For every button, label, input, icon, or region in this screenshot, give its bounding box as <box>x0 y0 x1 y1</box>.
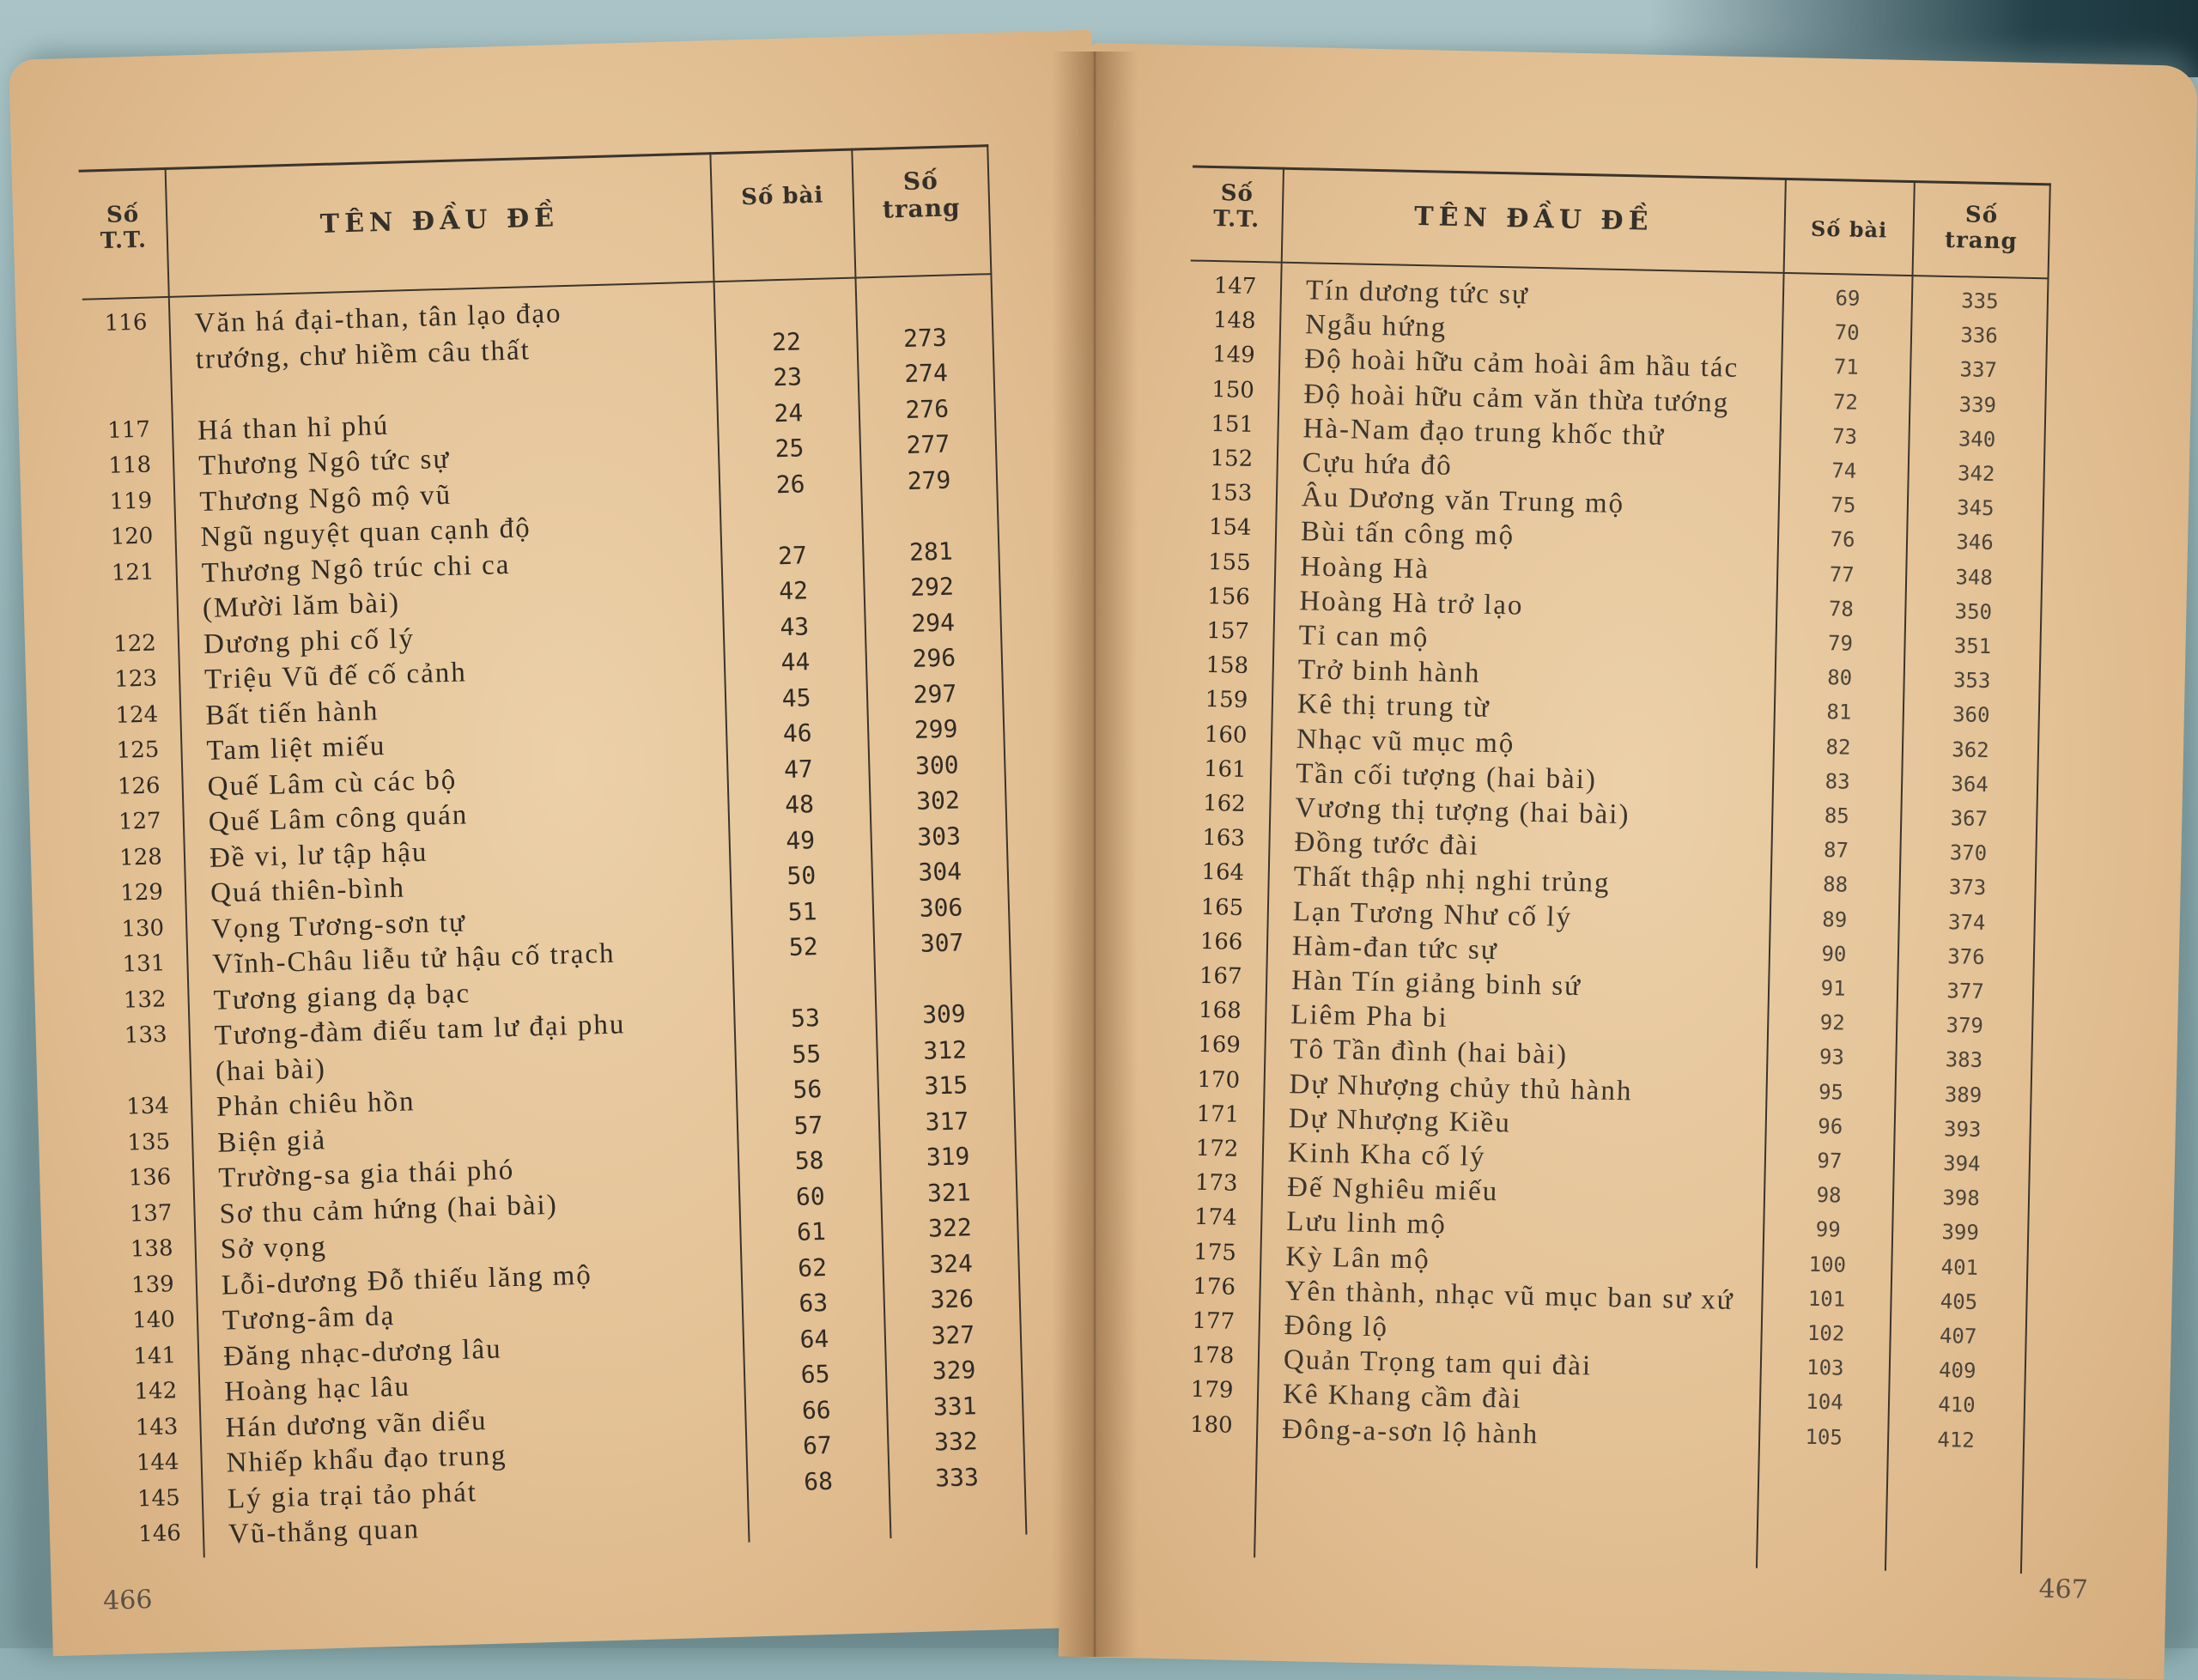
entry-poem-number: 43 <box>779 611 810 641</box>
entry-number: 146 <box>137 1520 182 1548</box>
entry-number: 122 <box>112 629 157 658</box>
entry-poem-number: 57 <box>793 1110 823 1140</box>
entry-page-number: 329 <box>932 1356 976 1386</box>
entry-page-number: 412 <box>1937 1427 1976 1453</box>
entry-title: Thương Ngô mộ vũ <box>198 479 452 518</box>
entry-poem-number: 93 <box>1819 1045 1845 1070</box>
entry-number: 147 <box>1213 273 1257 300</box>
entry-number: 121 <box>111 559 155 586</box>
entry-title: Âu Dương văn Trung mộ <box>1301 482 1625 520</box>
entry-poem-number: 95 <box>1818 1079 1844 1105</box>
entry-number: 178 <box>1191 1342 1235 1369</box>
entry-poem-number: 45 <box>781 682 811 713</box>
entry-page-number: 292 <box>909 572 955 602</box>
entry-title: Trường-sa gia thái phó <box>217 1155 515 1194</box>
entry-number: 175 <box>1193 1239 1237 1266</box>
entry-title: Hàn Tín giảng binh sứ <box>1290 965 1582 1003</box>
entry-poem-number: 104 <box>1806 1390 1843 1416</box>
entry-title: Kỳ Lân mộ <box>1285 1240 1431 1276</box>
entry-poem-number: 47 <box>783 754 814 784</box>
entry-poem-number: 77 <box>1829 561 1855 587</box>
entry-title: Bùi tấn công mộ <box>1300 516 1515 552</box>
entry-number: 119 <box>109 488 153 515</box>
entry-poem-number: 55 <box>791 1039 822 1069</box>
entry-number: 171 <box>1196 1101 1240 1128</box>
entry-title: Nhạc vũ mục mộ <box>1296 723 1515 760</box>
entry-poem-number: 26 <box>775 469 805 499</box>
entry-page-number: 401 <box>1940 1254 1979 1280</box>
entry-title: Độ hoài hữu cảm văn thừa tướng <box>1303 378 1730 419</box>
entry-page-number: 336 <box>1960 323 1999 349</box>
entry-poem-number: 48 <box>784 790 815 820</box>
page-number-right: 467 <box>2038 1574 2089 1605</box>
entry-title: Lưu linh mộ <box>1285 1206 1448 1241</box>
entry-number: 140 <box>131 1307 176 1334</box>
entry-page-number: 337 <box>1959 357 1998 383</box>
entry-number: 149 <box>1211 342 1256 369</box>
entry-page-number: 399 <box>1941 1220 1980 1246</box>
entry-poem-number: 100 <box>1808 1252 1847 1277</box>
entry-page-number: 370 <box>1949 840 1988 866</box>
entry-number: 169 <box>1197 1032 1242 1059</box>
entry-number: 143 <box>135 1413 179 1440</box>
entry-page-number: 326 <box>929 1284 975 1314</box>
entry-number: 145 <box>137 1484 181 1512</box>
entry-page-number: 348 <box>1955 564 1994 590</box>
entry-title: Hà-Nam đạo trung khốc thử <box>1302 413 1666 452</box>
entry-poem-number: 63 <box>798 1288 829 1318</box>
entry-page-number: 379 <box>1946 1013 1984 1039</box>
entry-poem-number: 76 <box>1830 527 1855 553</box>
entry-poem-number: 88 <box>1822 872 1849 898</box>
entry-number: 132 <box>123 986 167 1014</box>
entry-page-number: 389 <box>1944 1082 1982 1107</box>
entry-title: Quế Lâm cù các bộ <box>207 764 458 803</box>
entry-poem-number: 90 <box>1821 941 1847 967</box>
entry-number: 166 <box>1199 928 1243 955</box>
entry-number: 173 <box>1194 1169 1238 1198</box>
entry-number: 163 <box>1201 825 1246 852</box>
entry-poem-number: 92 <box>1819 1010 1846 1035</box>
entry-number: 180 <box>1189 1411 1233 1439</box>
entry-number: 150 <box>1211 376 1255 403</box>
entry-title: Đồng tước đài <box>1294 827 1480 862</box>
index-table-left <box>79 144 1028 1560</box>
entry-number: 120 <box>110 523 154 550</box>
entry-number: 134 <box>125 1093 170 1120</box>
entry-title: Quản Trọng tam qui đài <box>1283 1344 1593 1382</box>
entry-page-number: 374 <box>1947 909 1986 935</box>
entry-number: 174 <box>1193 1204 1237 1232</box>
entry-poem-number: 27 <box>777 540 808 570</box>
entry-poem-number: 69 <box>1835 286 1861 311</box>
entry-title: Há than hỉ phú <box>197 409 390 446</box>
entry-title: Dự Nhượng chủy thủ hành <box>1289 1068 1633 1107</box>
header-no: Số T.T. <box>100 201 148 254</box>
entry-title: Lý gia trại tảo phát <box>227 1476 478 1515</box>
entry-title: Quế Lâm công quán <box>208 799 469 838</box>
entry-title: Ngẫu hứng <box>1304 309 1448 343</box>
entry-number: 161 <box>1203 755 1247 783</box>
entry-poem-number: 50 <box>786 861 817 891</box>
entry-number: 128 <box>118 843 163 871</box>
entry-poem-number: 51 <box>787 896 817 926</box>
entry-title: Thất thập nhị nghi trủng <box>1293 861 1611 900</box>
entry-number: 165 <box>1200 894 1244 921</box>
entry-page-number: 342 <box>1957 461 1995 487</box>
entry-page-number: 346 <box>1956 530 1994 555</box>
entry-title: Độ hoài hữu cảm hoài âm hầu tác <box>1303 343 1740 385</box>
entry-number: 160 <box>1204 721 1248 749</box>
entry-title: Đề vi, lư tập hậu <box>209 836 428 874</box>
entry-poem-number: 75 <box>1831 493 1856 518</box>
entry-page-number: 304 <box>918 857 962 887</box>
entry-number: 124 <box>115 701 159 729</box>
entry-poem-number: 78 <box>1828 596 1855 622</box>
entry-page-number: 350 <box>1954 598 1993 624</box>
entry-number: 179 <box>1190 1377 1234 1404</box>
entry-title: Thương Ngô tức sự <box>197 443 451 482</box>
entry-title: Hán dương vãn diểu <box>225 1404 488 1444</box>
entry-poem-number: 52 <box>788 932 819 962</box>
header-no: Số T.T. <box>1212 180 1260 234</box>
entry-poem-number: 103 <box>1806 1355 1844 1380</box>
entry-page-number: 277 <box>906 429 950 459</box>
entry-number: 148 <box>1212 307 1256 335</box>
entry-title: Văn há đại-than, tân lạo đạo <box>194 298 563 340</box>
index-table-right <box>1163 165 2051 1574</box>
entry-poem-number: 80 <box>1826 665 1853 690</box>
entry-poem-number: 85 <box>1824 804 1850 828</box>
entry-poem-number: 87 <box>1823 838 1849 863</box>
entry-poem-number: 79 <box>1827 631 1854 656</box>
entry-page-number: 309 <box>921 999 967 1029</box>
entry-title: Sở vọng <box>220 1231 328 1265</box>
entry-number: 126 <box>117 772 161 800</box>
entry-number: 177 <box>1192 1307 1236 1335</box>
entry-page-number: 279 <box>907 465 951 495</box>
entry-poem-number: 70 <box>1834 320 1860 345</box>
entry-page-number: 273 <box>902 323 948 353</box>
entry-title: trướng, chư hiềm câu thất <box>195 334 531 375</box>
entry-title: Liêm Pha bi <box>1290 999 1448 1034</box>
entry-title: Đông-a-sơn lộ hành <box>1281 1413 1539 1450</box>
entry-number: 155 <box>1207 549 1251 576</box>
entry-number: 156 <box>1206 583 1251 610</box>
entry-page-number: 405 <box>1940 1289 1978 1314</box>
entry-poem-number: 105 <box>1805 1424 1843 1450</box>
entry-number: 135 <box>127 1128 171 1156</box>
entry-page-number: 322 <box>927 1213 973 1243</box>
entry-title: Tương-đàm điếu tam lư đại phu <box>214 1009 626 1052</box>
entry-title: Vọng Tương-sơn tự <box>210 907 467 945</box>
entry-title: Quá thiên-bình <box>209 872 406 909</box>
entry-title: Tần cối tượng (hai bài) <box>1295 757 1598 796</box>
entry-page-number: 321 <box>926 1177 971 1208</box>
entry-page-number: 297 <box>913 678 957 709</box>
entry-number: 153 <box>1209 480 1253 507</box>
entry-page-number: 312 <box>922 1034 968 1065</box>
entry-poem-number: 24 <box>774 397 804 428</box>
entry-title: Trở binh hành <box>1297 654 1481 689</box>
entry-page-number: 377 <box>1946 979 1985 1004</box>
entry-page-number: 319 <box>926 1142 970 1172</box>
page-number-left: 466 <box>102 1585 153 1616</box>
entry-poem-number: 58 <box>794 1145 824 1175</box>
entry-page-number: 345 <box>1956 495 1995 521</box>
entry-page-number: 335 <box>1960 288 1999 314</box>
entry-page-number: 303 <box>916 821 962 852</box>
entry-page-number: 317 <box>925 1106 969 1137</box>
entry-title: Tam liệt miếu <box>206 731 386 767</box>
entry-title: Sơ thu cảm hứng (hai bài) <box>219 1189 559 1230</box>
entry-poem-number: 22 <box>771 326 802 356</box>
entry-number: 151 <box>1211 410 1254 438</box>
entry-number: 131 <box>122 950 166 978</box>
entry-poem-number: 61 <box>796 1216 827 1246</box>
entry-page-number: 294 <box>910 607 956 638</box>
entry-number: 144 <box>136 1449 179 1477</box>
entry-page-number: 376 <box>1946 943 1985 969</box>
entry-number: 116 <box>104 309 148 337</box>
entry-number: 168 <box>1198 998 1242 1025</box>
entry-title: Đế Nghiêu miếu <box>1286 1172 1499 1208</box>
entry-poem-number: 68 <box>803 1466 834 1496</box>
entry-poem-number: 46 <box>782 719 813 749</box>
entry-poem-number: 62 <box>797 1252 828 1283</box>
entry-title: Đăng nhạc-dương lâu <box>222 1333 503 1373</box>
entry-number: 162 <box>1202 790 1247 817</box>
entry-title: Dương phi cố lý <box>203 622 416 660</box>
entry-title: Vĩnh-Châu liễu tử hậu cố trạch <box>212 937 616 980</box>
header-trang: Số trang <box>882 166 962 224</box>
entry-number: 152 <box>1210 445 1254 473</box>
entry-poem-number: 96 <box>1818 1113 1843 1139</box>
entry-number: 154 <box>1208 514 1252 542</box>
entry-page-number: 299 <box>914 714 958 744</box>
entry-number: 141 <box>132 1342 177 1370</box>
entry-poem-number: 101 <box>1807 1286 1846 1312</box>
entry-poem-number <box>715 290 855 294</box>
entry-poem-number: 74 <box>1831 458 1857 483</box>
entry-title: Lạn Tương Như cố lý <box>1292 895 1573 933</box>
entry-number: 133 <box>124 1022 168 1049</box>
entry-poem-number: 66 <box>801 1395 832 1425</box>
entry-page-number: 398 <box>1942 1186 1981 1211</box>
table-body-left <box>82 286 993 1550</box>
entry-page-number: 383 <box>1945 1047 1983 1073</box>
entry-page-number: 367 <box>1950 806 1989 832</box>
entry-page-number: 331 <box>932 1391 977 1422</box>
entry-title: Vũ-thắng quan <box>228 1513 421 1550</box>
entry-number: 137 <box>129 1199 173 1228</box>
entry-page-number: 332 <box>933 1427 979 1457</box>
entry-page-number: 362 <box>1952 737 1989 762</box>
entry-number: 118 <box>108 452 152 479</box>
entry-title: Lỗi-dương Đỗ thiếu lăng mộ <box>221 1259 593 1301</box>
entry-number: 142 <box>134 1378 178 1405</box>
entry-title: Cựu hứa đô <box>1302 447 1454 482</box>
entry-poem-number: 82 <box>1825 734 1851 760</box>
entry-poem-number: 81 <box>1826 700 1852 725</box>
entry-poem-number: 53 <box>790 1004 821 1033</box>
entry-poem-number: 42 <box>778 576 809 606</box>
entry-title: Hoàng Hà trở lạo <box>1299 585 1524 622</box>
entry-title: Kê Khang cầm đài <box>1282 1379 1522 1416</box>
entry-poem-number: 98 <box>1816 1183 1842 1208</box>
header-bai: Số bài <box>740 182 824 211</box>
entry-page-number: 300 <box>914 749 960 780</box>
entry-page-number: 394 <box>1942 1151 1981 1176</box>
entry-page-number: 339 <box>1958 391 1997 417</box>
entry-page-number: 407 <box>1939 1324 1977 1349</box>
entry-number: 117 <box>106 416 151 444</box>
entry-title: (hai bài) <box>215 1052 327 1088</box>
entry-page-number: 333 <box>934 1462 980 1493</box>
entry-title: Yên thành, nhạc vũ mục ban sư xứ <box>1284 1275 1735 1316</box>
entry-number: 123 <box>113 665 158 693</box>
book-gutter <box>1052 52 1138 1657</box>
entry-poem-number: 67 <box>802 1430 833 1460</box>
header-trang: Số trang <box>1944 202 2019 255</box>
right-page <box>1059 43 2198 1680</box>
entry-poem-number: 91 <box>1820 976 1846 1001</box>
entry-poem-number: 102 <box>1806 1320 1845 1346</box>
entry-title: Tỉ can mộ <box>1298 620 1430 654</box>
entry-title: Ngũ nguyệt quan cạnh độ <box>200 512 532 553</box>
entry-page-number: 393 <box>1943 1116 1982 1142</box>
entry-number: 172 <box>1195 1135 1239 1162</box>
entry-number: 167 <box>1199 962 1242 990</box>
entry-number: 159 <box>1205 687 1248 714</box>
entry-page-number <box>857 286 991 289</box>
entry-title: Nhiếp khẩu đạo trung <box>226 1440 507 1479</box>
entry-title: Tô Tần đình (hai bài) <box>1290 1034 1569 1071</box>
entry-title: Hoàng hạc lâu <box>223 1371 411 1408</box>
entry-poem-number: 97 <box>1817 1148 1843 1174</box>
entry-page-number: 276 <box>905 394 950 424</box>
entry-poem-number: 73 <box>1831 423 1858 449</box>
entry-title: Kinh Kha cố lý <box>1287 1137 1486 1173</box>
entry-title: Tương giang dạ bạc <box>213 977 471 1016</box>
entry-page-number: 281 <box>908 537 954 567</box>
entry-number: 127 <box>118 808 162 835</box>
entry-title: Hàm-đan tức sự <box>1291 930 1499 966</box>
entry-page-number: 302 <box>915 785 961 816</box>
entry-page-number: 274 <box>903 358 949 389</box>
entry-title: (Mười lăm bài) <box>202 587 401 624</box>
entry-page-number: 410 <box>1938 1392 1976 1418</box>
entry-number: 130 <box>121 914 165 943</box>
entry-title: Biện giả <box>216 1124 327 1159</box>
entry-title: Dự Nhượng Kiều <box>1288 1102 1512 1139</box>
entry-poem-number: 64 <box>799 1324 829 1354</box>
header-title: TÊN ĐẦU ĐỀ <box>319 203 560 240</box>
entry-number: 138 <box>130 1235 173 1263</box>
entry-number: 164 <box>1201 859 1245 887</box>
entry-number: 157 <box>1206 617 1250 645</box>
entry-title: Thương Ngô trúc chi ca <box>201 549 511 589</box>
entry-title: Bất tiến hành <box>204 694 379 731</box>
entry-poem-number: 72 <box>1832 389 1859 415</box>
entry-page-number: 324 <box>928 1248 974 1279</box>
entry-number: 136 <box>128 1164 172 1192</box>
entry-title: Kê thị trung từ <box>1296 688 1491 725</box>
entry-poem-number: 99 <box>1815 1217 1841 1242</box>
entry-number: 158 <box>1205 652 1249 680</box>
entry-poem-number: 25 <box>774 434 805 464</box>
entry-number: 176 <box>1193 1273 1236 1301</box>
entry-title: Tương-âm dạ <box>222 1301 396 1337</box>
header-bai: Số bài <box>1810 215 1888 243</box>
entry-page-number: 327 <box>931 1319 975 1350</box>
entry-poem-number: 83 <box>1825 768 1850 794</box>
left-page <box>9 30 1136 1657</box>
header-title: TÊN ĐẦU ĐỀ <box>1413 201 1654 237</box>
entry-title: Tín dương tức sự <box>1305 275 1530 311</box>
entry-page-number: 315 <box>924 1070 968 1101</box>
table-top-rule <box>1193 165 2051 185</box>
entry-title: Hoàng Hà <box>1299 550 1430 585</box>
entry-poem-number: 89 <box>1822 907 1848 932</box>
entry-number: 129 <box>119 879 164 907</box>
entry-number: 170 <box>1197 1066 1241 1094</box>
entry-page-number: 409 <box>1938 1358 1976 1384</box>
entry-page-number: 353 <box>1952 668 1991 694</box>
entry-page-number: 373 <box>1948 875 1987 901</box>
entry-poem-number: 44 <box>780 647 811 677</box>
entry-page-number: 307 <box>920 928 964 958</box>
entry-poem-number: 60 <box>795 1181 826 1211</box>
entry-title: Đông lộ <box>1284 1310 1389 1343</box>
entry-number: 139 <box>131 1271 175 1299</box>
entry-number: 125 <box>116 737 160 764</box>
entry-page-number: 364 <box>1951 771 1989 797</box>
entry-page-number: 340 <box>1958 427 1996 452</box>
entry-poem-number: 56 <box>792 1075 823 1104</box>
entry-page-number: 351 <box>1953 634 1992 659</box>
entry-page-number: 306 <box>919 892 963 923</box>
entry-poem-number: 49 <box>785 825 816 855</box>
entry-title: Vương thị tượng (hai bài) <box>1295 792 1630 831</box>
entry-poem-number: 71 <box>1833 355 1860 380</box>
entry-title: Triệu Vũ đế cố cảnh <box>203 657 468 695</box>
entry-page-number: 360 <box>1952 702 1990 728</box>
entry-poem-number: 23 <box>772 362 803 392</box>
entry-title: Phản chiêu hồn <box>216 1086 416 1123</box>
entry-page-number: 296 <box>912 643 956 673</box>
entry-poem-number: 65 <box>800 1359 830 1389</box>
